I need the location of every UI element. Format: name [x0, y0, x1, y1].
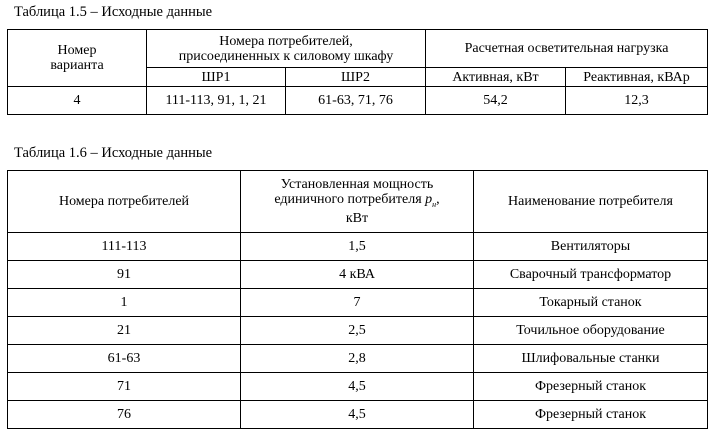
table-row	[8, 317, 708, 345]
header-active: Активная, кВт	[426, 68, 566, 87]
header-variant-line1: Номер	[57, 43, 97, 58]
table-1-6	[7, 170, 708, 429]
table-row	[8, 289, 708, 317]
cell-name: Шлифовальные станки	[474, 345, 708, 373]
cell-power: 2,5	[241, 317, 474, 345]
cell-reactive: 12,3	[566, 87, 708, 115]
header-reactive: Реактивная, кВАр	[566, 68, 708, 87]
table-row	[8, 87, 708, 115]
table-1-5-caption: Таблица 1.5 – Исходные данные	[14, 4, 213, 20]
table-row	[8, 373, 708, 401]
table-row	[8, 261, 708, 289]
cell-name: Токарный станок	[474, 289, 708, 317]
header-shr1: ШР1	[147, 68, 286, 87]
cell-shr1: 111-113, 91, 1, 21	[147, 87, 286, 115]
header-shr2: ШР2	[286, 68, 426, 87]
header-power	[241, 171, 474, 233]
cell-power: 4,5	[241, 401, 474, 429]
cell-name: Точильное оборудование	[474, 317, 708, 345]
cell-consumers: 1	[8, 289, 241, 317]
header-power-text: единичного потребителя	[274, 191, 422, 207]
cell-active: 54,2	[426, 87, 566, 115]
header-power-line2	[241, 192, 473, 212]
cell-name: Фрезерный станок	[474, 401, 708, 429]
cell-consumers: 21	[8, 317, 241, 345]
power-symbol	[425, 192, 436, 207]
cell-name: Сварочный трансформатор	[474, 261, 708, 289]
cell-consumers: 76	[8, 401, 241, 429]
cell-consumers: 111-113	[8, 233, 241, 261]
table-row	[8, 401, 708, 429]
cell-power: 4,5	[241, 373, 474, 401]
header-consumers-line2: присоединенных к силовому шкафу	[178, 48, 394, 64]
cell-consumers: 91	[8, 261, 241, 289]
header-power-line1: Установленная мощность	[280, 176, 434, 192]
cell-name: Вентиляторы	[474, 233, 708, 261]
table-1-6-caption: Таблица 1.6 – Исходные данные	[14, 145, 213, 161]
header-variant	[8, 30, 147, 87]
power-symbol-subscript: н	[432, 199, 437, 209]
cell-power: 4 кВА	[241, 261, 474, 289]
power-symbol-letter: р	[425, 191, 433, 207]
cell-variant: 4	[8, 87, 147, 115]
header-power-comma: ,	[436, 191, 440, 207]
table-row	[8, 345, 708, 373]
header-consumers	[147, 30, 426, 68]
header-name: Наименование потребителя	[474, 171, 708, 233]
header-variant-line2: варианта	[50, 58, 104, 73]
cell-power: 2,8	[241, 345, 474, 373]
cell-shr2: 61-63, 71, 76	[286, 87, 426, 115]
header-load: Расчетная осветительная нагрузка	[426, 30, 708, 68]
cell-power: 7	[241, 289, 474, 317]
table-row	[8, 233, 708, 261]
cell-consumers: 61-63	[8, 345, 241, 373]
header-consumers-line1: Номера потребителей,	[219, 33, 353, 49]
header-power-unit: кВт	[345, 211, 369, 227]
cell-name: Фрезерный станок	[474, 373, 708, 401]
header-consumers: Номера потребителей	[8, 171, 241, 233]
cell-power: 1,5	[241, 233, 474, 261]
table-1-5	[7, 29, 708, 115]
cell-consumers: 71	[8, 373, 241, 401]
